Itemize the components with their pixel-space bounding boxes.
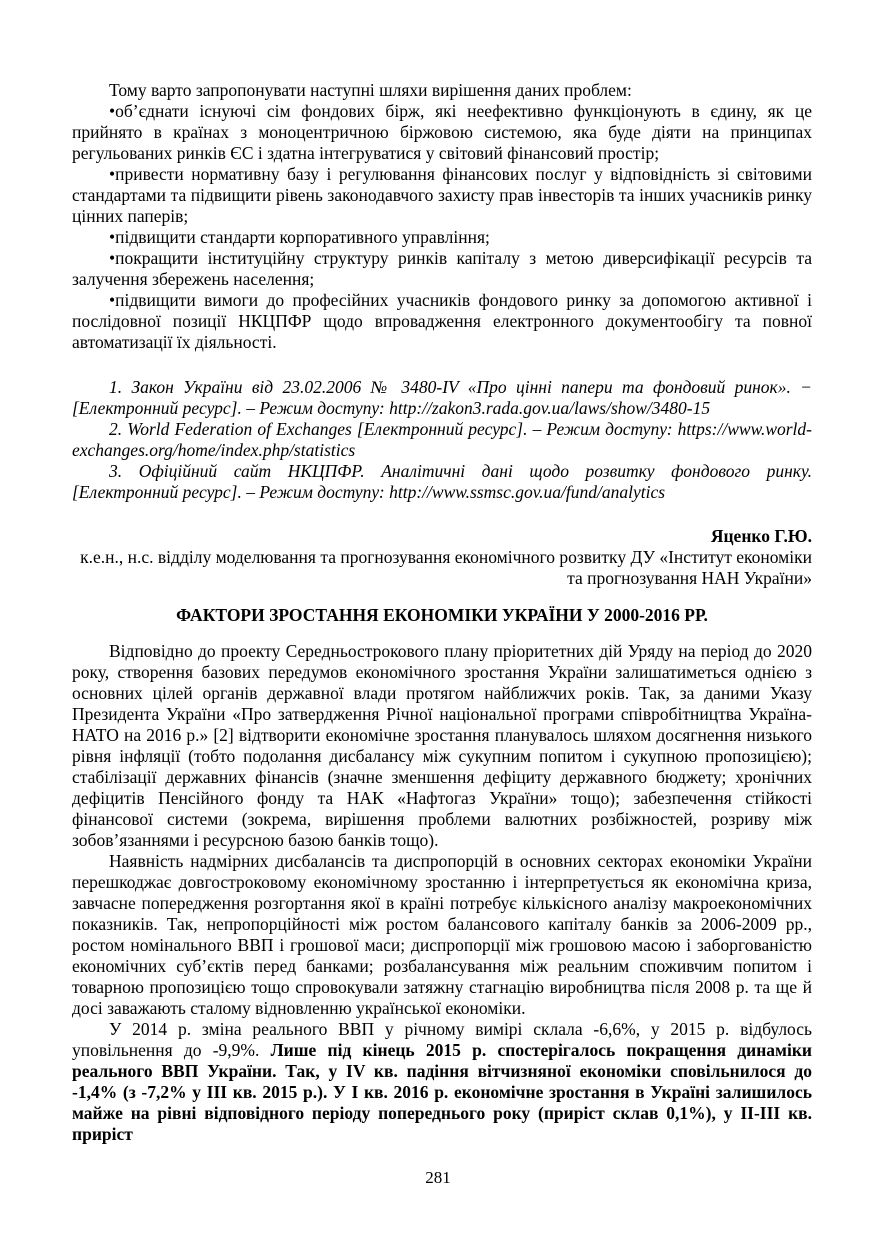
author-affiliation: к.е.н., н.с. відділу моделювання та прогнозування економічного розвитку ДУ «Інститут економіки та прогнозування НАН України» — [80, 547, 812, 588]
body-paragraph-1: Відповідно до проекту Середньострокового плану пріоритетних дій Уряду на період до 2020 року, створення базових передумов економічного зростання України залишатиметься однією з основних цілей органів державної влади протягом найближчих років. Так, за даними Указу Президента України «Про затвердження Річної національної програми співробітництва Україна-НАТО на 2016 р.» [2] відтворити економічне зростання планувалось шляхом досягнення низького рівня інфляції (тобто подолання дисбалансу між сукупним попитом і сукупною пропозицією); стабілізації державних фінансів (значне зменшення дефіциту державного бюджету; хронічних дефіцитів Пенсійного фонду та НАК «Нафтогаз України» тощо); забезпечення стійкості фінансової системи (зокрема, вирішення проблеми валютних розбіжностей, розриву між зобов’язаннями і ресурсною базою банків тощо). — [72, 641, 812, 850]
reference-3: 3. Офіційний сайт НКЦПФР. Аналітичні дані щодо розвитку фондового ринку. [Електронний ресурс]. – Режим доступу: http://www.ssmsc.gov.ua/fund/analytics — [72, 461, 812, 502]
reference-1: 1. Закон України від 23.02.2006 № 3480-IV «Про цінні папери та фондовий ринок». − [Електронний ресурс]. – Режим доступу: http://zakon3.rada.gov.ua/laws/show/3480-15 — [72, 377, 812, 418]
article-title: ФАКТОРИ ЗРОСТАННЯ ЕКОНОМІКИ УКРАЇНИ У 2000-2016 РР. — [176, 605, 708, 625]
author-name: Яценко Г.Ю. — [710, 526, 812, 546]
reference-2: 2. World Federation of Exchanges [Електронний ресурс]. – Режим доступу: https://www.world-exchanges.org/home/index.php/statistics — [72, 419, 812, 460]
references-section — [72, 377, 812, 503]
bullet-item-5: •підвищити вимоги до професійних учасників фондового ринку за допомогою активної і послідовної позиції НКЦПФР щодо впровадження електронного документообігу та повної автоматизації їх діяльності. — [72, 290, 812, 352]
body-paragraph-3-regular: У 2014 р. зміна реального ВВП у річному вимірі склала -6,6%, у 2015 р. відбулось уповільнення до -9,9%. — [72, 1019, 812, 1060]
page-number: 281 — [425, 1168, 451, 1187]
intro-lead-paragraph: Тому варто запропонувати наступні шляхи вирішення даних проблем: — [109, 80, 632, 100]
bullet-item-3: •підвищити стандарти корпоративного управління; — [109, 227, 490, 247]
author-block — [72, 526, 812, 589]
body-paragraph-2: Наявність надмірних дисбалансів та диспропорцій в основних секторах економіки України перешкоджає довгостроковому економічному зростанню і інтерпретується як економічна криза, завчасне попередження розгортання якої в країні потребує кількісного аналізу макроекономічних показників. Так, непропорційності між ростом балансового капіталу банків за 2006-2009 рр., ростом номінального ВВП і грошової маси; диспропорції між грошовою масою і заборгованістю економічних суб’єктів перед банками; розбалансування між реальним споживчим попитом і товарною пропозицією тощо спровокували затяжну стагнацію виробництва після 2008 р. та ще й досі заважають сталому відновленню української економіки. — [72, 851, 812, 1018]
bullet-item-4: •покращити інституційну структуру ринків капіталу з метою диверсифікації ресурсів та залучення збережень населення; — [72, 248, 812, 289]
body-paragraph-3-bold: Лише під кінець 2015 р. спостерігалось покращення динаміки реального ВВП України. Так, у IV кв. падіння вітчизняної економіки сповільнилося до -1,4% (з -7,2% у III кв. 2015 р.). У I кв. 2016 р. економічне зростання в Україні залишилось майже на рівні відповідного періоду попереднього року (приріст склав 0,1%), у II-III кв. приріст — [72, 1040, 812, 1144]
bullet-item-2: •привести нормативну базу і регулювання фінансових послуг у відповідність зі світовими стандартами та підвищити рівень законодавчого захисту прав інвесторів та інших учасників ринку цінних паперів; — [72, 164, 812, 226]
body-paragraph-3 — [72, 1019, 812, 1145]
bullet-item-1: •об’єднати існуючі сім фондових бірж, які неефективно функціонують в єдину, як це прийнято в країнах з моноцентричною біржовою системою, яка буде діяти на принципах регульованих ринків ЄС і здатна інтегруватися у світовий фінансовий простір; — [72, 101, 812, 163]
